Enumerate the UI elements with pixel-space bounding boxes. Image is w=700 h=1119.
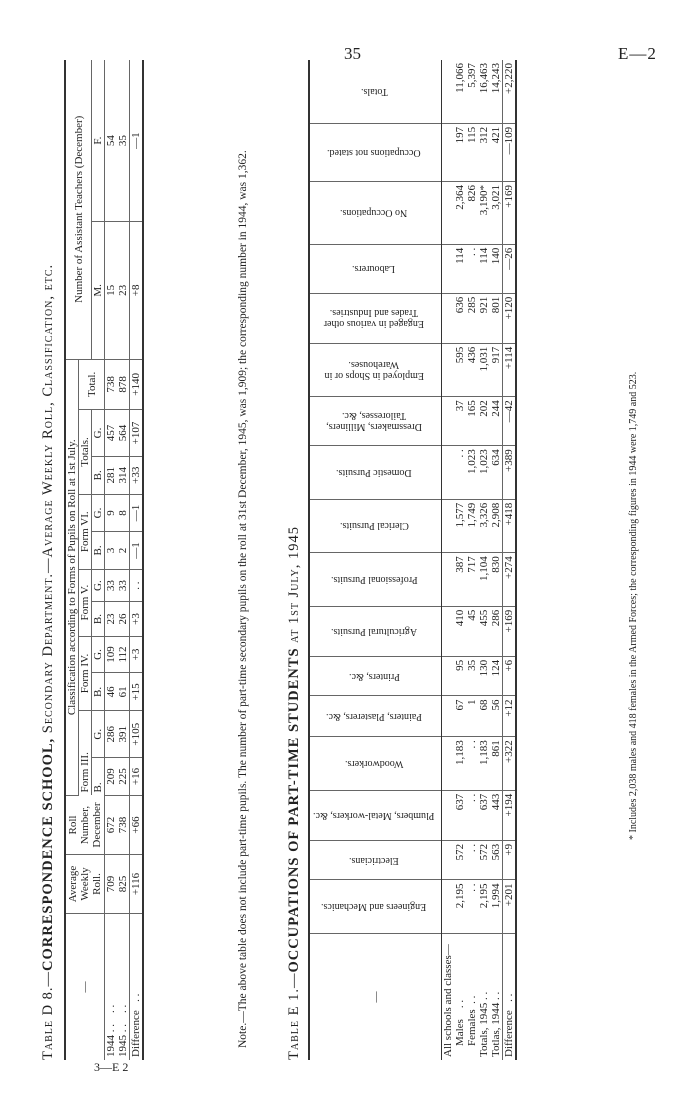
cell: +16	[130, 758, 144, 796]
cell: —1	[130, 60, 144, 222]
rotated-content	[40, 60, 640, 1060]
cell: +201	[503, 880, 517, 934]
cell: 2,908	[490, 499, 503, 553]
cell: 26	[117, 602, 130, 636]
cell: 801	[490, 293, 503, 343]
column-header	[309, 60, 442, 123]
cell: +107	[130, 410, 144, 457]
row-label: Males . .	[454, 999, 466, 1057]
cell	[442, 499, 455, 553]
cell: 16,463	[478, 60, 490, 123]
column-header-text: Employed in Shops or in Warehouses.	[324, 359, 424, 382]
cell: 1,023	[478, 446, 490, 500]
cell: —109	[503, 123, 517, 181]
column-header	[309, 343, 442, 397]
cell: 54	[105, 60, 118, 222]
cell: 95	[454, 656, 466, 696]
column-header	[309, 840, 442, 880]
column-header	[309, 244, 442, 293]
cell: 1,183	[454, 737, 466, 791]
column-header	[309, 182, 442, 245]
cell: 35	[117, 60, 130, 222]
row-label: Difference . .	[130, 914, 144, 1061]
table1-row	[105, 60, 118, 1060]
cell: 917	[490, 343, 503, 397]
cell: 1,023	[466, 446, 478, 500]
cell: —1	[130, 532, 144, 569]
cell	[442, 606, 455, 656]
cell: 61	[117, 673, 130, 711]
row-label: Females . .	[466, 995, 478, 1057]
cell	[442, 840, 455, 880]
t1-f3-g: G.	[92, 711, 105, 758]
cell	[442, 123, 455, 181]
cell: 109	[105, 636, 118, 673]
column-header	[309, 499, 442, 553]
cell: +322	[503, 737, 517, 791]
cell: +15	[130, 673, 144, 711]
cell: +140	[130, 359, 144, 410]
cell: 56	[490, 696, 503, 737]
cell: 387	[454, 553, 466, 607]
table2-header-row	[309, 60, 442, 1060]
t1-tot-g: G.	[92, 410, 105, 457]
cell: 165	[466, 397, 478, 446]
table2-body	[442, 60, 517, 1060]
cell: 436	[466, 343, 478, 397]
column-header-text: Engaged in various other Trades and Industries.	[323, 307, 425, 330]
column-header: —	[309, 934, 442, 1061]
column-header-text: Professional Pursuits.	[330, 573, 418, 585]
cell: +114	[503, 343, 517, 397]
cell: 286	[105, 711, 118, 758]
column-header-text: Domestic Pursuits.	[336, 466, 412, 478]
column-header-text: Agricultural Pursuits.	[330, 625, 418, 637]
cell: 861	[490, 737, 503, 791]
t1-f5-b: B.	[92, 602, 105, 636]
row-label: All schools and classes—	[442, 944, 454, 1057]
column-header-text: No Occupations.	[340, 207, 408, 219]
column-header-text: Plumbers, Metal-workers, &c.	[313, 809, 435, 821]
table2-footnote: * Includes 2,038 males and 418 females in the Armed Forces; the corresponding figures in 1944 were 1,749 and 523.	[628, 371, 639, 840]
cell: 3	[105, 532, 118, 569]
cell: 457	[105, 410, 118, 457]
t1-awr-header: Average Weekly Roll.	[65, 855, 105, 914]
column-header-text: Totals.	[360, 85, 388, 97]
column-header	[309, 293, 442, 343]
cell: 572	[478, 840, 490, 880]
cell: 46	[105, 673, 118, 711]
t1-f6-b: B.	[92, 532, 105, 569]
column-header-text: Clerical Pursuits.	[339, 520, 409, 532]
cell	[442, 397, 455, 446]
column-header-text: Electricians.	[349, 854, 399, 866]
cell	[442, 696, 455, 737]
t1-f3-b: B.	[92, 758, 105, 796]
cell: 717	[466, 553, 478, 607]
cell: 3,190*	[478, 182, 490, 245]
cell: +194	[503, 790, 517, 840]
t1-f5-g: G.	[92, 569, 105, 602]
cell: +12	[503, 696, 517, 737]
cell: +33	[130, 456, 144, 494]
t1-f6-g: G.	[92, 494, 105, 531]
row-label: 1945 . . . .	[117, 1004, 129, 1057]
cell	[442, 656, 455, 696]
t1-asst-m: M.	[92, 222, 105, 359]
cell: 314	[117, 456, 130, 494]
page-number: 35	[344, 44, 361, 63]
table2-row	[454, 60, 466, 1060]
row-label: Totlas, 1944 . .	[490, 991, 502, 1057]
section-code: E—2	[618, 44, 657, 63]
cell	[442, 182, 455, 245]
t1-f4-b: B.	[92, 673, 105, 711]
t1-form5-header: Form V.	[79, 569, 92, 636]
cell: 312	[478, 123, 490, 181]
cell: 197	[454, 123, 466, 181]
cell: 1,749	[466, 499, 478, 553]
cell: . .	[466, 840, 478, 880]
cell: 33	[117, 569, 130, 602]
cell: +116	[130, 855, 144, 914]
cell	[442, 880, 455, 934]
cell: 286	[490, 606, 503, 656]
cell: +9	[503, 840, 517, 880]
cell: 124	[490, 656, 503, 696]
cell: +274	[503, 553, 517, 607]
t1-assistants-header: Number of Assistant Teachers (December)	[65, 60, 92, 359]
t1-classification-header: Classification according to Forms of Pupils on Roll at 1st July.	[65, 359, 79, 795]
cell: 738	[105, 359, 118, 410]
column-header	[309, 553, 442, 607]
table2-row	[478, 60, 490, 1060]
cell	[442, 343, 455, 397]
t1-tot-b: B.	[92, 456, 105, 494]
column-header	[309, 397, 442, 446]
cell: 672	[105, 796, 118, 855]
cell: 634	[490, 446, 503, 500]
column-header	[309, 606, 442, 656]
t1-roll-header: Roll Number, December	[65, 796, 105, 855]
table2-caption: Table E 1.—OCCUPATIONS OF PART-TIME STUDENTS at 1st July, 1945	[286, 525, 302, 1060]
row-label: Totals, 1945 . .	[478, 991, 490, 1057]
table2-row	[442, 60, 455, 1060]
cell: . .	[466, 737, 478, 791]
cell: 2	[117, 532, 130, 569]
cell: +169	[503, 182, 517, 245]
table2-row	[503, 60, 517, 1060]
cell: +8	[130, 222, 144, 359]
cell: 921	[478, 293, 490, 343]
table1-caption: Table D 8.—CORRESPONDENCE SCHOOL, Secondary Department.—Average Weekly Roll, Classification, etc.	[40, 263, 56, 1060]
cell: 709	[105, 855, 118, 914]
column-header-text: Woodworkers.	[344, 758, 404, 770]
cell: +389	[503, 446, 517, 500]
cell: —42	[503, 397, 517, 446]
cell: +66	[130, 796, 144, 855]
cell: 878	[117, 359, 130, 410]
cell: 68	[478, 696, 490, 737]
cell: +3	[130, 636, 144, 673]
cell: 826	[466, 182, 478, 245]
cell: 281	[105, 456, 118, 494]
cell: 830	[490, 553, 503, 607]
table1-row	[117, 60, 130, 1060]
row-label: 1944 . . . .	[105, 1004, 117, 1057]
cell: 112	[117, 636, 130, 673]
cell: 1	[466, 696, 478, 737]
cell: 595	[454, 343, 466, 397]
cell: —26	[503, 244, 517, 293]
cell: 391	[117, 711, 130, 758]
cell: 33	[105, 569, 118, 602]
cell: 244	[490, 397, 503, 446]
column-header-text: Dressmakers, Milliners, Tailoresses, &c.	[326, 410, 422, 433]
cell	[442, 553, 455, 607]
cell: —1	[130, 494, 144, 531]
cell: 202	[478, 397, 490, 446]
cell: +105	[130, 711, 144, 758]
cell: 421	[490, 123, 503, 181]
cell: 285	[466, 293, 478, 343]
column-header	[309, 790, 442, 840]
t1-blank-header: —	[65, 914, 105, 1061]
cell: 563	[490, 840, 503, 880]
cell: +3	[130, 602, 144, 636]
t1-form3-header: Form III.	[79, 711, 92, 796]
table2-row	[490, 60, 503, 1060]
cell: 140	[490, 244, 503, 293]
t1-total-header: Total.	[79, 359, 105, 410]
t1-totals-header: Totals.	[79, 410, 92, 495]
cell: 637	[478, 790, 490, 840]
column-header	[309, 696, 442, 737]
cell	[442, 737, 455, 791]
column-header	[309, 737, 442, 791]
cell: 2,364	[454, 182, 466, 245]
cell: 572	[454, 840, 466, 880]
cell: 455	[478, 606, 490, 656]
cell: 9	[105, 494, 118, 531]
cell: 825	[117, 855, 130, 914]
table2	[308, 60, 517, 1060]
t1-form6-header: Form VI.	[79, 494, 92, 569]
cell: 636	[454, 293, 466, 343]
cell	[442, 446, 455, 500]
column-header-text: Engineers and Mechanics.	[321, 901, 427, 913]
column-header	[309, 880, 442, 934]
cell: 11,066	[454, 60, 466, 123]
cell: +120	[503, 293, 517, 343]
footer-ref: 3—E 2	[94, 1060, 129, 1074]
cell: 1,577	[454, 499, 466, 553]
column-header	[309, 446, 442, 500]
cell: . .	[466, 244, 478, 293]
cell: +169	[503, 606, 517, 656]
column-header	[309, 656, 442, 696]
cell: . .	[454, 446, 466, 500]
table1-note: Note.—The above table does not include part-time pupils. The number of part-time secondary pupils on the roll at 31st December, 1945, was 1,909; the corresponding number in 1944, was 1,362.	[237, 150, 249, 1048]
cell: 410	[454, 606, 466, 656]
cell: 1,104	[478, 553, 490, 607]
cell: 2,195	[454, 880, 466, 934]
cell: 1,994	[490, 880, 503, 934]
column-header-text: Occupations not stated.	[327, 146, 421, 158]
table1-body	[105, 60, 144, 1060]
cell: 67	[454, 696, 466, 737]
column-header-text: Painters, Plasterers, &c.	[326, 710, 422, 722]
cell	[442, 244, 455, 293]
cell: 115	[466, 123, 478, 181]
cell: 130	[478, 656, 490, 696]
cell: 1,183	[478, 737, 490, 791]
table1-row	[130, 60, 144, 1060]
cell: 637	[454, 790, 466, 840]
table1	[64, 60, 144, 1060]
cell: 5,397	[466, 60, 478, 123]
cell: 225	[117, 758, 130, 796]
cell: 3,021	[490, 182, 503, 245]
t1-f4-g: G.	[92, 636, 105, 673]
cell	[442, 790, 455, 840]
cell: 738	[117, 796, 130, 855]
cell: 209	[105, 758, 118, 796]
cell: 3,326	[478, 499, 490, 553]
cell: +418	[503, 499, 517, 553]
cell: 114	[454, 244, 466, 293]
cell: 114	[478, 244, 490, 293]
cell	[442, 60, 455, 123]
cell: 14,243	[490, 60, 503, 123]
cell	[442, 293, 455, 343]
cell: 564	[117, 410, 130, 457]
column-header-text: Labourers.	[352, 263, 396, 275]
cell: 8	[117, 494, 130, 531]
cell: +2,220	[503, 60, 517, 123]
cell: 2,195	[478, 880, 490, 934]
cell: 35	[466, 656, 478, 696]
cell: 15	[105, 222, 118, 359]
cell: . .	[130, 569, 144, 602]
cell: 1,031	[478, 343, 490, 397]
row-label: Difference . .	[503, 934, 517, 1061]
table2-row	[466, 60, 478, 1060]
cell: 23	[117, 222, 130, 359]
cell: +6	[503, 656, 517, 696]
cell: 45	[466, 606, 478, 656]
cell: . .	[466, 790, 478, 840]
t1-asst-f: F.	[92, 60, 105, 222]
column-header	[309, 123, 442, 181]
column-header-text: Printers, &c.	[348, 670, 400, 682]
cell: . .	[466, 880, 478, 934]
cell: 37	[454, 397, 466, 446]
t1-form4-header: Form IV.	[79, 636, 92, 711]
cell: 443	[490, 790, 503, 840]
cell: 23	[105, 602, 118, 636]
